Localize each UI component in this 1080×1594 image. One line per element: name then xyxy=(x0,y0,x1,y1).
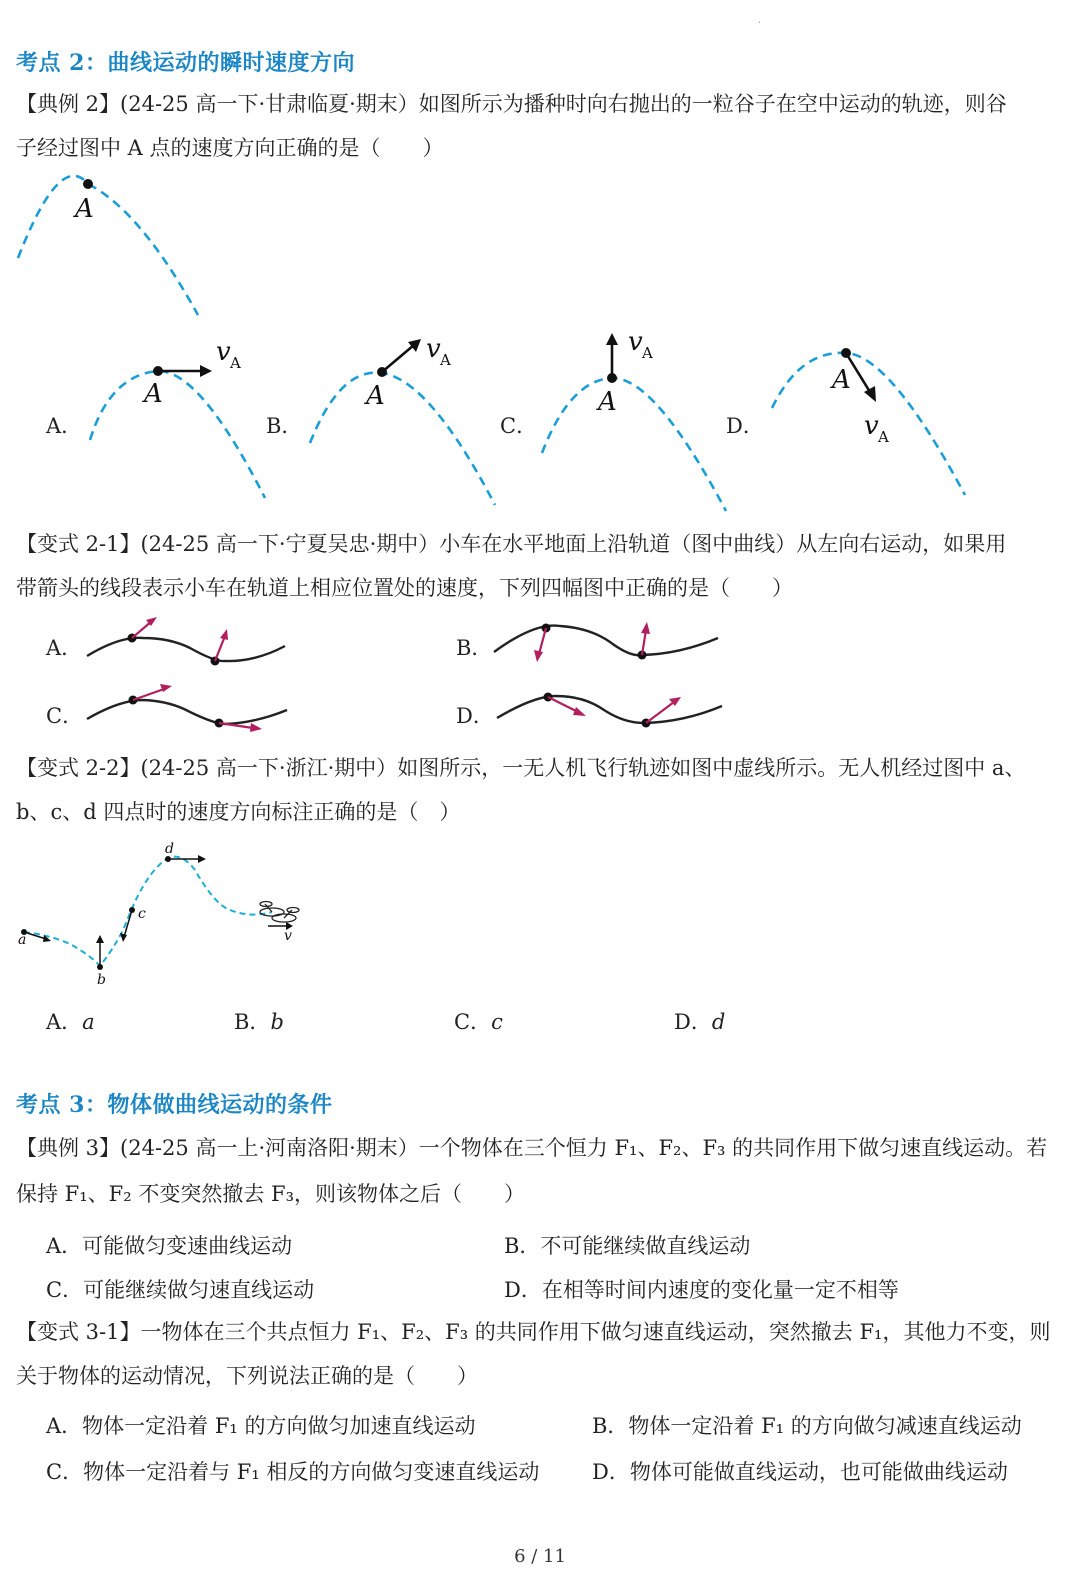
track-curve xyxy=(87,638,285,661)
arrowhead xyxy=(250,723,262,732)
variant-2-2-line1: 【变式 2-2】(24-25 高一下·浙江·期中）如图所示，一无人机飞行轨迹如图中虚线所示。无人机经过图中 a、 xyxy=(16,756,1026,780)
arrowhead xyxy=(198,855,206,863)
track-curve xyxy=(497,696,722,723)
arrowhead xyxy=(606,333,618,345)
velocity-v-label: v xyxy=(284,928,292,944)
example-2-line1: 【典例 2】(24-25 高一下·甘肃临夏·期末）如图所示为播种时向右抛出的一粒谷子在空中运动的轨迹，则谷 xyxy=(16,92,1007,116)
arrowhead xyxy=(96,935,104,943)
variant-3-1-line2: 关于物体的运动情况，下列说法正确的是（ ） xyxy=(16,1364,478,1388)
velocity-label: v xyxy=(864,411,879,441)
variant-3-1-line1: 【变式 3-1】一物体在三个共点恒力 F₁、F₂、F₃ 的共同作用下做匀速直线运动，突然撤去 F₁，其他力不变，则 xyxy=(16,1320,1051,1344)
ex2-option-c-figure xyxy=(530,325,740,515)
trajectory-curve xyxy=(542,378,726,511)
point-b-label: b xyxy=(97,972,106,988)
variant-2-1-line2: 带箭头的线段表示小车在轨道上相应位置处的速度，下列四幅图中正确的是（ ） xyxy=(16,576,793,600)
point-d-label: d xyxy=(165,841,174,857)
example-3-line2: 保持 F₁、F₂ 不变突然撤去 F₃，则该物体之后（ ） xyxy=(16,1182,525,1206)
trajectory-curve xyxy=(18,176,198,315)
point-a-label: A xyxy=(144,379,163,409)
track-curve xyxy=(87,700,287,724)
ex2-option-c-label: C． xyxy=(500,414,538,438)
v22-option-d: D．d xyxy=(674,1010,726,1034)
velocity-label: v xyxy=(628,327,643,357)
ex3-option-b: B．不可能继续做直线运动 xyxy=(504,1234,751,1258)
v31-option-b: B．物体一定沿着 F₁ 的方向做匀减速直线运动 xyxy=(592,1414,1022,1438)
page-number: 6 / 11 xyxy=(514,1546,566,1567)
v21-option-d-figure xyxy=(494,678,724,738)
ex2-option-a-figure xyxy=(80,330,280,510)
v22-option-c: C．c xyxy=(454,1010,503,1034)
arrowhead xyxy=(120,933,127,942)
drone-trajectory-figure xyxy=(10,840,310,995)
example-2-trajectory-figure xyxy=(0,170,260,330)
example-2-line2: 子经过图中 A 点的速度方向正确的是（ ） xyxy=(16,136,444,160)
v21-option-b-label: B． xyxy=(456,636,493,660)
point-a-label: A xyxy=(598,387,617,417)
variant-2-1-line1: 【变式 2-1】(24-25 高一下·宁夏吴忠·期中）小车在水平地面上沿轨道（图中曲线）从左向右运动，如果用 xyxy=(16,532,1007,556)
ex3-option-a: A．可能做匀变速曲线运动 xyxy=(46,1234,293,1258)
point-a-label: A xyxy=(832,365,851,395)
velocity-arrow xyxy=(133,689,164,700)
velocity-arrow xyxy=(382,345,414,372)
ex2-option-b-label: B． xyxy=(266,414,303,438)
arrowhead xyxy=(573,707,586,716)
velocity-arrow xyxy=(539,628,546,654)
v21-option-d-label: D． xyxy=(456,704,494,728)
trajectory-curve xyxy=(310,373,495,505)
velocity-subscript: A xyxy=(230,354,241,372)
v22-option-b: B．b xyxy=(234,1010,284,1034)
arrowhead xyxy=(534,650,543,662)
arrowhead xyxy=(641,622,650,634)
ex3-option-d: D．在相等时间内速度的变化量一定不相等 xyxy=(504,1278,899,1302)
v31-option-a: A．物体一定沿着 F₁ 的方向做匀加速直线运动 xyxy=(46,1414,476,1438)
corner-mark: · xyxy=(758,18,762,29)
track-curve xyxy=(494,626,718,656)
section-heading-3: 考点 3：物体做曲线运动的条件 xyxy=(16,1092,333,1118)
drone-icon xyxy=(260,902,299,923)
point-a-dot xyxy=(83,179,93,189)
velocity-label: v xyxy=(426,334,441,364)
ex3-option-c: C．可能继续做匀速直线运动 xyxy=(46,1278,315,1302)
ex2-option-d-label: D． xyxy=(726,414,764,438)
point-a-label: A xyxy=(75,194,94,224)
v21-option-a-label: A． xyxy=(46,636,83,660)
arrowhead xyxy=(200,365,212,377)
v21-option-c-figure xyxy=(85,680,300,740)
velocity-arrow xyxy=(215,636,225,661)
ex2-option-a-label: A． xyxy=(46,414,83,438)
trajectory-curve xyxy=(90,371,265,498)
velocity-arrow xyxy=(548,697,578,712)
v21-option-a-figure xyxy=(85,612,295,672)
v31-option-d: D．物体可能做直线运动，也可能做曲线运动 xyxy=(592,1460,1008,1484)
variant-2-2-line2: b、c、d 四点时的速度方向标注正确的是（ ） xyxy=(16,800,461,824)
ex2-option-d-figure xyxy=(760,330,975,500)
point-c-label: c xyxy=(138,906,146,922)
v21-option-b-figure xyxy=(490,612,720,672)
velocity-subscript: A xyxy=(878,428,889,446)
arrowhead xyxy=(864,386,876,402)
point-a-label: A xyxy=(366,381,385,411)
example-3-line1: 【典例 3】(24-25 高一上·河南洛阳·期末）一个物体在三个恒力 F₁、F₂、F₃ 的共同作用下做匀速直线运动。若 xyxy=(16,1136,1048,1160)
v21-option-c-label: C． xyxy=(46,704,84,728)
arrowhead xyxy=(220,629,228,640)
point-a-label: a xyxy=(18,932,27,948)
v31-option-c: C．物体一定沿着与 F₁ 相反的方向做匀变速直线运动 xyxy=(46,1460,540,1484)
ex2-option-b-figure xyxy=(300,325,510,510)
velocity-subscript: A xyxy=(440,351,451,369)
velocity-label: v xyxy=(216,337,231,367)
v22-option-a: A．a xyxy=(46,1010,95,1034)
section-heading-2: 考点 2：曲线运动的瞬时速度方向 xyxy=(16,50,355,76)
velocity-subscript: A xyxy=(642,344,653,362)
drone-trajectory xyxy=(24,857,272,966)
